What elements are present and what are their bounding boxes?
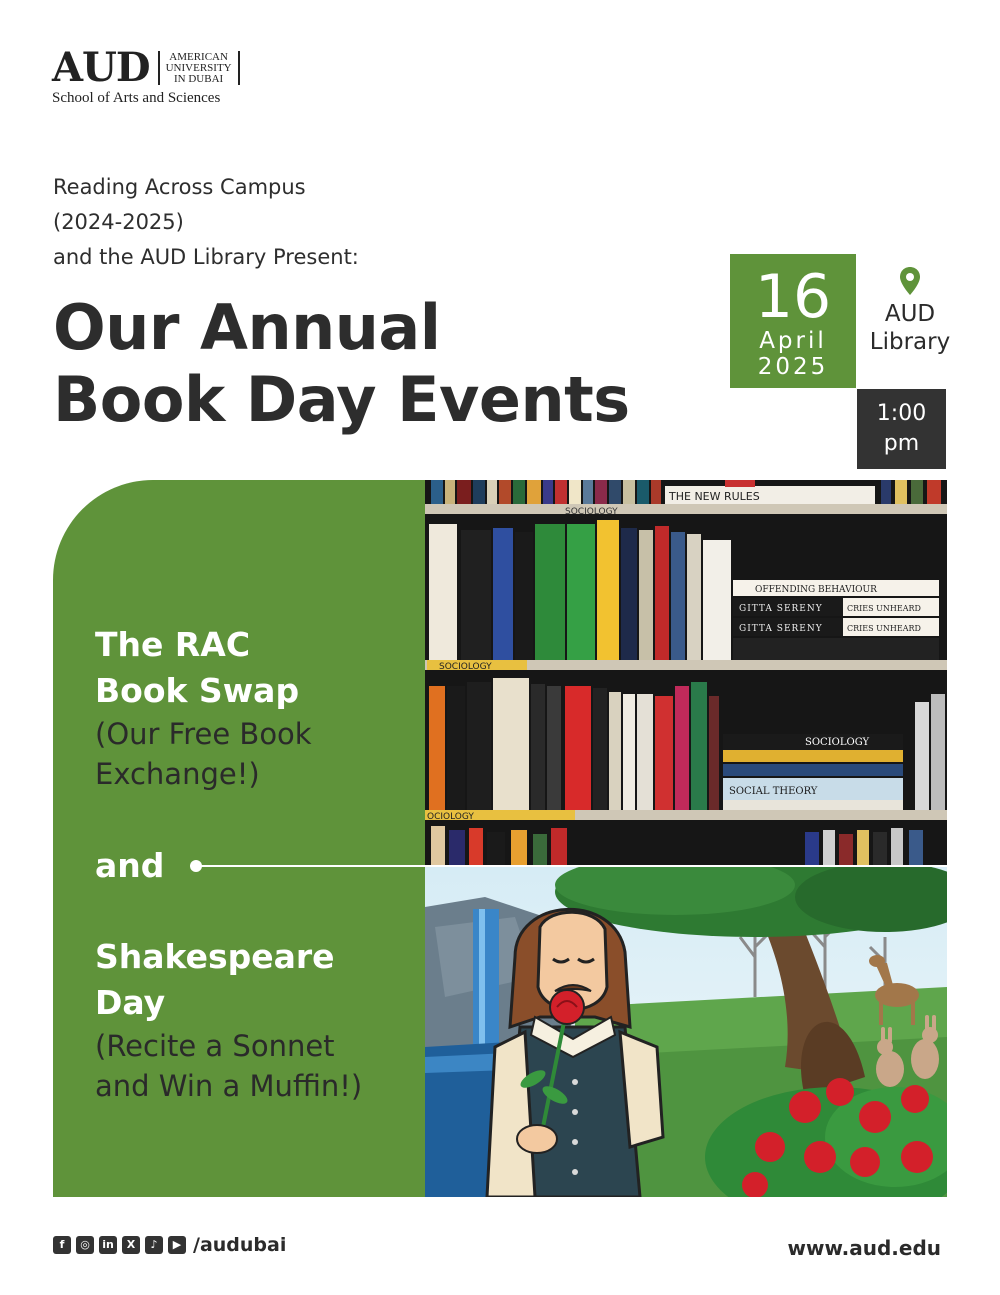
x-icon[interactable]: X: [122, 1236, 140, 1254]
website-link[interactable]: www.aud.edu: [787, 1236, 941, 1260]
event-shakespeare-day: Shakespeare Day (Recite a Sonnet and Win a Muffin!): [95, 937, 363, 1103]
event-book-swap: The RAC Book Swap (Our Free Book Exchange!): [95, 625, 312, 791]
events-panel: [53, 480, 947, 1197]
book-gitta-sereny-2: GITTA SERENY: [739, 624, 823, 634]
book-gitta-sereny-1: GITTA SERENY: [739, 604, 823, 614]
shelf-label-middle: SOCIOLOGY: [439, 662, 492, 672]
connector-word: and: [95, 846, 165, 885]
instagram-icon[interactable]: ◎: [76, 1236, 94, 1254]
youtube-icon[interactable]: ▶: [168, 1236, 186, 1254]
facebook-icon[interactable]: f: [53, 1236, 71, 1254]
logo-university-name: AMERICAN UNIVERSITY IN DUBAI: [165, 50, 232, 85]
shakespeare-illustration: [425, 867, 947, 1197]
bookshelf-photo: [425, 480, 947, 865]
shelf-label-bottom: OCIOLOGY: [427, 812, 474, 822]
tiktok-icon[interactable]: ♪: [145, 1236, 163, 1254]
logo-school-name: School of Arts and Sciences: [52, 90, 221, 106]
page-title: Our Annual Book Day Events: [53, 291, 630, 436]
intro-text: Reading Across Campus (2024-2025) and the AUD Library Present:: [53, 175, 359, 269]
book-offending-behaviour: OFFENDING BEHAVIOUR: [755, 585, 877, 595]
date-day: 16: [754, 262, 832, 332]
event-location: AUD Library: [860, 266, 960, 356]
social-handle[interactable]: /audubai: [193, 1234, 287, 1256]
shelf-label-top: SOCIOLOGY: [565, 507, 618, 517]
aud-logo: [52, 44, 240, 107]
date-year: 2025: [757, 354, 829, 380]
social-links: [53, 1234, 286, 1256]
book-cries-unheard-1: CRIES UNHEARD: [847, 604, 921, 613]
book-sociology: SOCIOLOGY: [805, 737, 870, 748]
date-month: April: [759, 328, 827, 354]
logo-mark: AUD: [52, 44, 150, 91]
book-social-theory: SOCIAL THEORY: [729, 786, 818, 797]
connector-dot: [190, 860, 202, 872]
linkedin-icon[interactable]: in: [99, 1236, 117, 1254]
book-cries-unheard-2: CRIES UNHEARD: [847, 624, 921, 633]
event-date: [730, 254, 856, 388]
shelf-label-new-rules: THE NEW RULES: [669, 490, 760, 503]
location-pin-icon: [899, 266, 921, 296]
event-time: 1:00 pm: [857, 389, 946, 469]
